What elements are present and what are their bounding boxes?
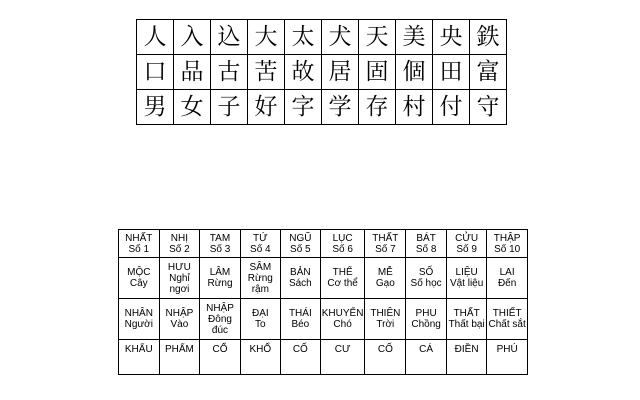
reading-text: THẤT xyxy=(453,308,480,319)
reading-text: LỤC xyxy=(332,232,353,244)
vocab-cell xyxy=(119,258,160,299)
kanji-cell: 人 xyxy=(137,20,174,55)
reading-text: THÁI xyxy=(288,308,312,319)
reading-text: ĐIỀN xyxy=(454,344,479,355)
vocab-cell xyxy=(487,340,528,375)
vocab-cell xyxy=(200,299,241,340)
kanji-cell: 字 xyxy=(285,90,322,125)
kanji-cell: 学 xyxy=(322,90,359,125)
vocab-cell xyxy=(406,230,447,258)
reading-text: KHUYỂN xyxy=(321,308,364,319)
meaning-text: Vật liệu xyxy=(449,278,484,289)
vocab-row xyxy=(119,340,528,375)
vocab-cell xyxy=(200,258,241,299)
reading-text: KHẨU xyxy=(124,344,153,355)
reading-text: PHÚ xyxy=(496,344,518,355)
reading-text: LAI xyxy=(499,267,515,278)
vocab-cell xyxy=(159,299,200,340)
kanji-cell: 苦 xyxy=(248,55,285,90)
kanji-cell: 犬 xyxy=(322,20,359,55)
reading-text: CỐ xyxy=(292,344,308,355)
vocab-row xyxy=(119,230,528,258)
reading-text: CỔ xyxy=(212,344,228,355)
reading-text: PHU xyxy=(415,308,437,319)
meaning-text: Số 7 xyxy=(375,243,396,255)
meaning-text: Số 6 xyxy=(332,243,353,255)
kanji-cell: 守 xyxy=(470,90,507,125)
meaning-text: Rừng xyxy=(207,278,233,289)
reading-text: THẤT xyxy=(372,232,399,244)
vocab-cell xyxy=(406,258,447,299)
vocab-cell xyxy=(406,340,447,375)
meaning-text: Béo xyxy=(291,319,310,330)
reading-text: CỬU xyxy=(455,232,479,244)
reading-text: NHẬP xyxy=(206,302,234,314)
vocab-cell xyxy=(159,230,200,258)
reading-text: THIẾT xyxy=(492,308,522,319)
vocab-cell xyxy=(119,340,160,375)
kanji-table xyxy=(136,19,507,125)
reading-text: THẬP xyxy=(493,232,521,244)
meaning-text: Vào xyxy=(170,319,189,330)
reading-text: SÂM xyxy=(249,261,272,273)
vocab-cell xyxy=(159,258,200,299)
reading-text: SỐ xyxy=(418,267,434,278)
meaning-text: Chất sắt xyxy=(488,319,526,330)
kanji-cell: 品 xyxy=(174,55,211,90)
kanji-cell: 天 xyxy=(359,20,396,55)
vocab-cell xyxy=(320,230,365,258)
reading-text: THIÊN xyxy=(370,308,401,319)
kanji-row xyxy=(137,90,507,125)
vocab-cell xyxy=(200,230,241,258)
meaning-text: Sách xyxy=(288,278,312,289)
meaning-text: Số 5 xyxy=(290,243,311,255)
kanji-cell: 存 xyxy=(359,90,396,125)
meaning-text: Số 8 xyxy=(415,243,437,255)
vocab-cell xyxy=(446,299,486,340)
meaning-text: Thất bại xyxy=(448,319,485,330)
kanji-cell: 好 xyxy=(248,90,285,125)
kanji-cell: 込 xyxy=(211,20,248,55)
vocab-cell xyxy=(446,230,486,258)
meaning-text: Rừng rậm xyxy=(247,272,273,295)
meaning-text: Đông đúc xyxy=(208,313,232,336)
vocab-cell xyxy=(119,299,160,340)
meaning-text: Trời xyxy=(376,319,395,330)
kanji-cell: 男 xyxy=(137,90,174,125)
vocab-cell xyxy=(280,230,320,258)
meaning-text: Chồng xyxy=(411,319,441,330)
vocab-cell xyxy=(280,258,320,299)
meaning-text: Nghỉ ngơi xyxy=(169,272,190,295)
kanji-row xyxy=(137,55,507,90)
reading-text: BÁT xyxy=(416,232,436,244)
reading-text: NHẬP xyxy=(165,308,194,319)
vocab-cell xyxy=(365,258,406,299)
kanji-cell: 入 xyxy=(174,20,211,55)
reading-text: CỐ xyxy=(377,344,393,355)
reading-text: NHẤT xyxy=(125,232,153,244)
kanji-cell: 美 xyxy=(396,20,433,55)
vocab-cell xyxy=(200,340,241,375)
meaning-text: Đến xyxy=(497,278,517,289)
reading-text: MỘC xyxy=(127,267,151,278)
vocab-cell xyxy=(240,230,280,258)
kanji-table-region xyxy=(136,24,525,140)
meaning-text: Số 2 xyxy=(169,243,190,255)
reading-text: THỂ xyxy=(332,267,353,278)
vocab-cell xyxy=(280,340,320,375)
kanji-cell: 鉄 xyxy=(470,20,507,55)
vocab-cell xyxy=(487,299,528,340)
meaning-text: Số 1 xyxy=(128,243,150,255)
kanji-cell: 富 xyxy=(470,55,507,90)
meaning-text: Số 4 xyxy=(250,243,271,255)
reading-text: NGŨ xyxy=(289,232,312,244)
vocab-cell xyxy=(280,299,320,340)
vocab-cell xyxy=(365,230,406,258)
kanji-cell: 口 xyxy=(137,55,174,90)
vocab-cell xyxy=(487,230,528,258)
reading-text: KHỔ xyxy=(249,344,272,355)
reading-text: CƯ xyxy=(334,344,351,355)
vocab-table xyxy=(118,229,528,375)
vocab-cell xyxy=(159,340,200,375)
vocab-cell xyxy=(406,299,447,340)
vocab-cell xyxy=(240,340,280,375)
vocab-cell xyxy=(240,299,280,340)
meaning-text: Cơ thể xyxy=(327,278,358,289)
meaning-text: To xyxy=(255,319,266,330)
kanji-cell: 大 xyxy=(248,20,285,55)
kanji-cell: 田 xyxy=(433,55,470,90)
vocab-cell xyxy=(446,258,486,299)
vocab-cell xyxy=(320,258,365,299)
kanji-cell: 固 xyxy=(359,55,396,90)
meaning-text: Gạo xyxy=(375,278,395,289)
kanji-cell: 太 xyxy=(285,20,322,55)
reading-text: TỨ xyxy=(253,232,268,244)
reading-text: NHÂN xyxy=(124,308,153,319)
vocab-cell xyxy=(119,230,160,258)
meaning-text: Số học xyxy=(410,278,442,289)
meaning-text: Người xyxy=(124,319,153,330)
reading-text: PHẨM xyxy=(164,344,194,355)
vocab-cell xyxy=(487,258,528,299)
kanji-cell: 村 xyxy=(396,90,433,125)
reading-text: LÂM xyxy=(209,267,231,278)
kanji-cell: 央 xyxy=(433,20,470,55)
vocab-cell xyxy=(365,299,406,340)
meaning-text: Cây xyxy=(129,278,148,289)
kanji-cell: 子 xyxy=(211,90,248,125)
meaning-text: Số 3 xyxy=(209,243,231,255)
meaning-text: Số 9 xyxy=(456,243,477,255)
vocab-cell xyxy=(446,340,486,375)
reading-text: BẢN xyxy=(290,267,311,278)
reading-text: CÁ xyxy=(419,344,434,355)
reading-text: TAM xyxy=(209,232,231,244)
kanji-cell: 付 xyxy=(433,90,470,125)
kanji-cell: 個 xyxy=(396,55,433,90)
kanji-cell: 故 xyxy=(285,55,322,90)
vocab-cell xyxy=(320,299,365,340)
kanji-cell: 居 xyxy=(322,55,359,90)
kanji-cell: 女 xyxy=(174,90,211,125)
meaning-text: Số 10 xyxy=(494,243,521,255)
reading-text: NHỊ xyxy=(170,232,189,244)
vocab-cell xyxy=(240,258,280,299)
reading-text: MỄ xyxy=(377,267,393,278)
vocab-row xyxy=(119,258,528,299)
reading-text: HƯU xyxy=(167,261,191,273)
vocab-cell xyxy=(320,340,365,375)
kanji-cell: 古 xyxy=(211,55,248,90)
kanji-row xyxy=(137,20,507,55)
vocab-table-region xyxy=(118,229,528,355)
vocab-row xyxy=(119,299,528,340)
reading-text: LIỆU xyxy=(455,267,478,278)
reading-text: ĐẠI xyxy=(251,308,269,319)
vocab-cell xyxy=(365,340,406,375)
meaning-text: Chó xyxy=(333,319,352,330)
